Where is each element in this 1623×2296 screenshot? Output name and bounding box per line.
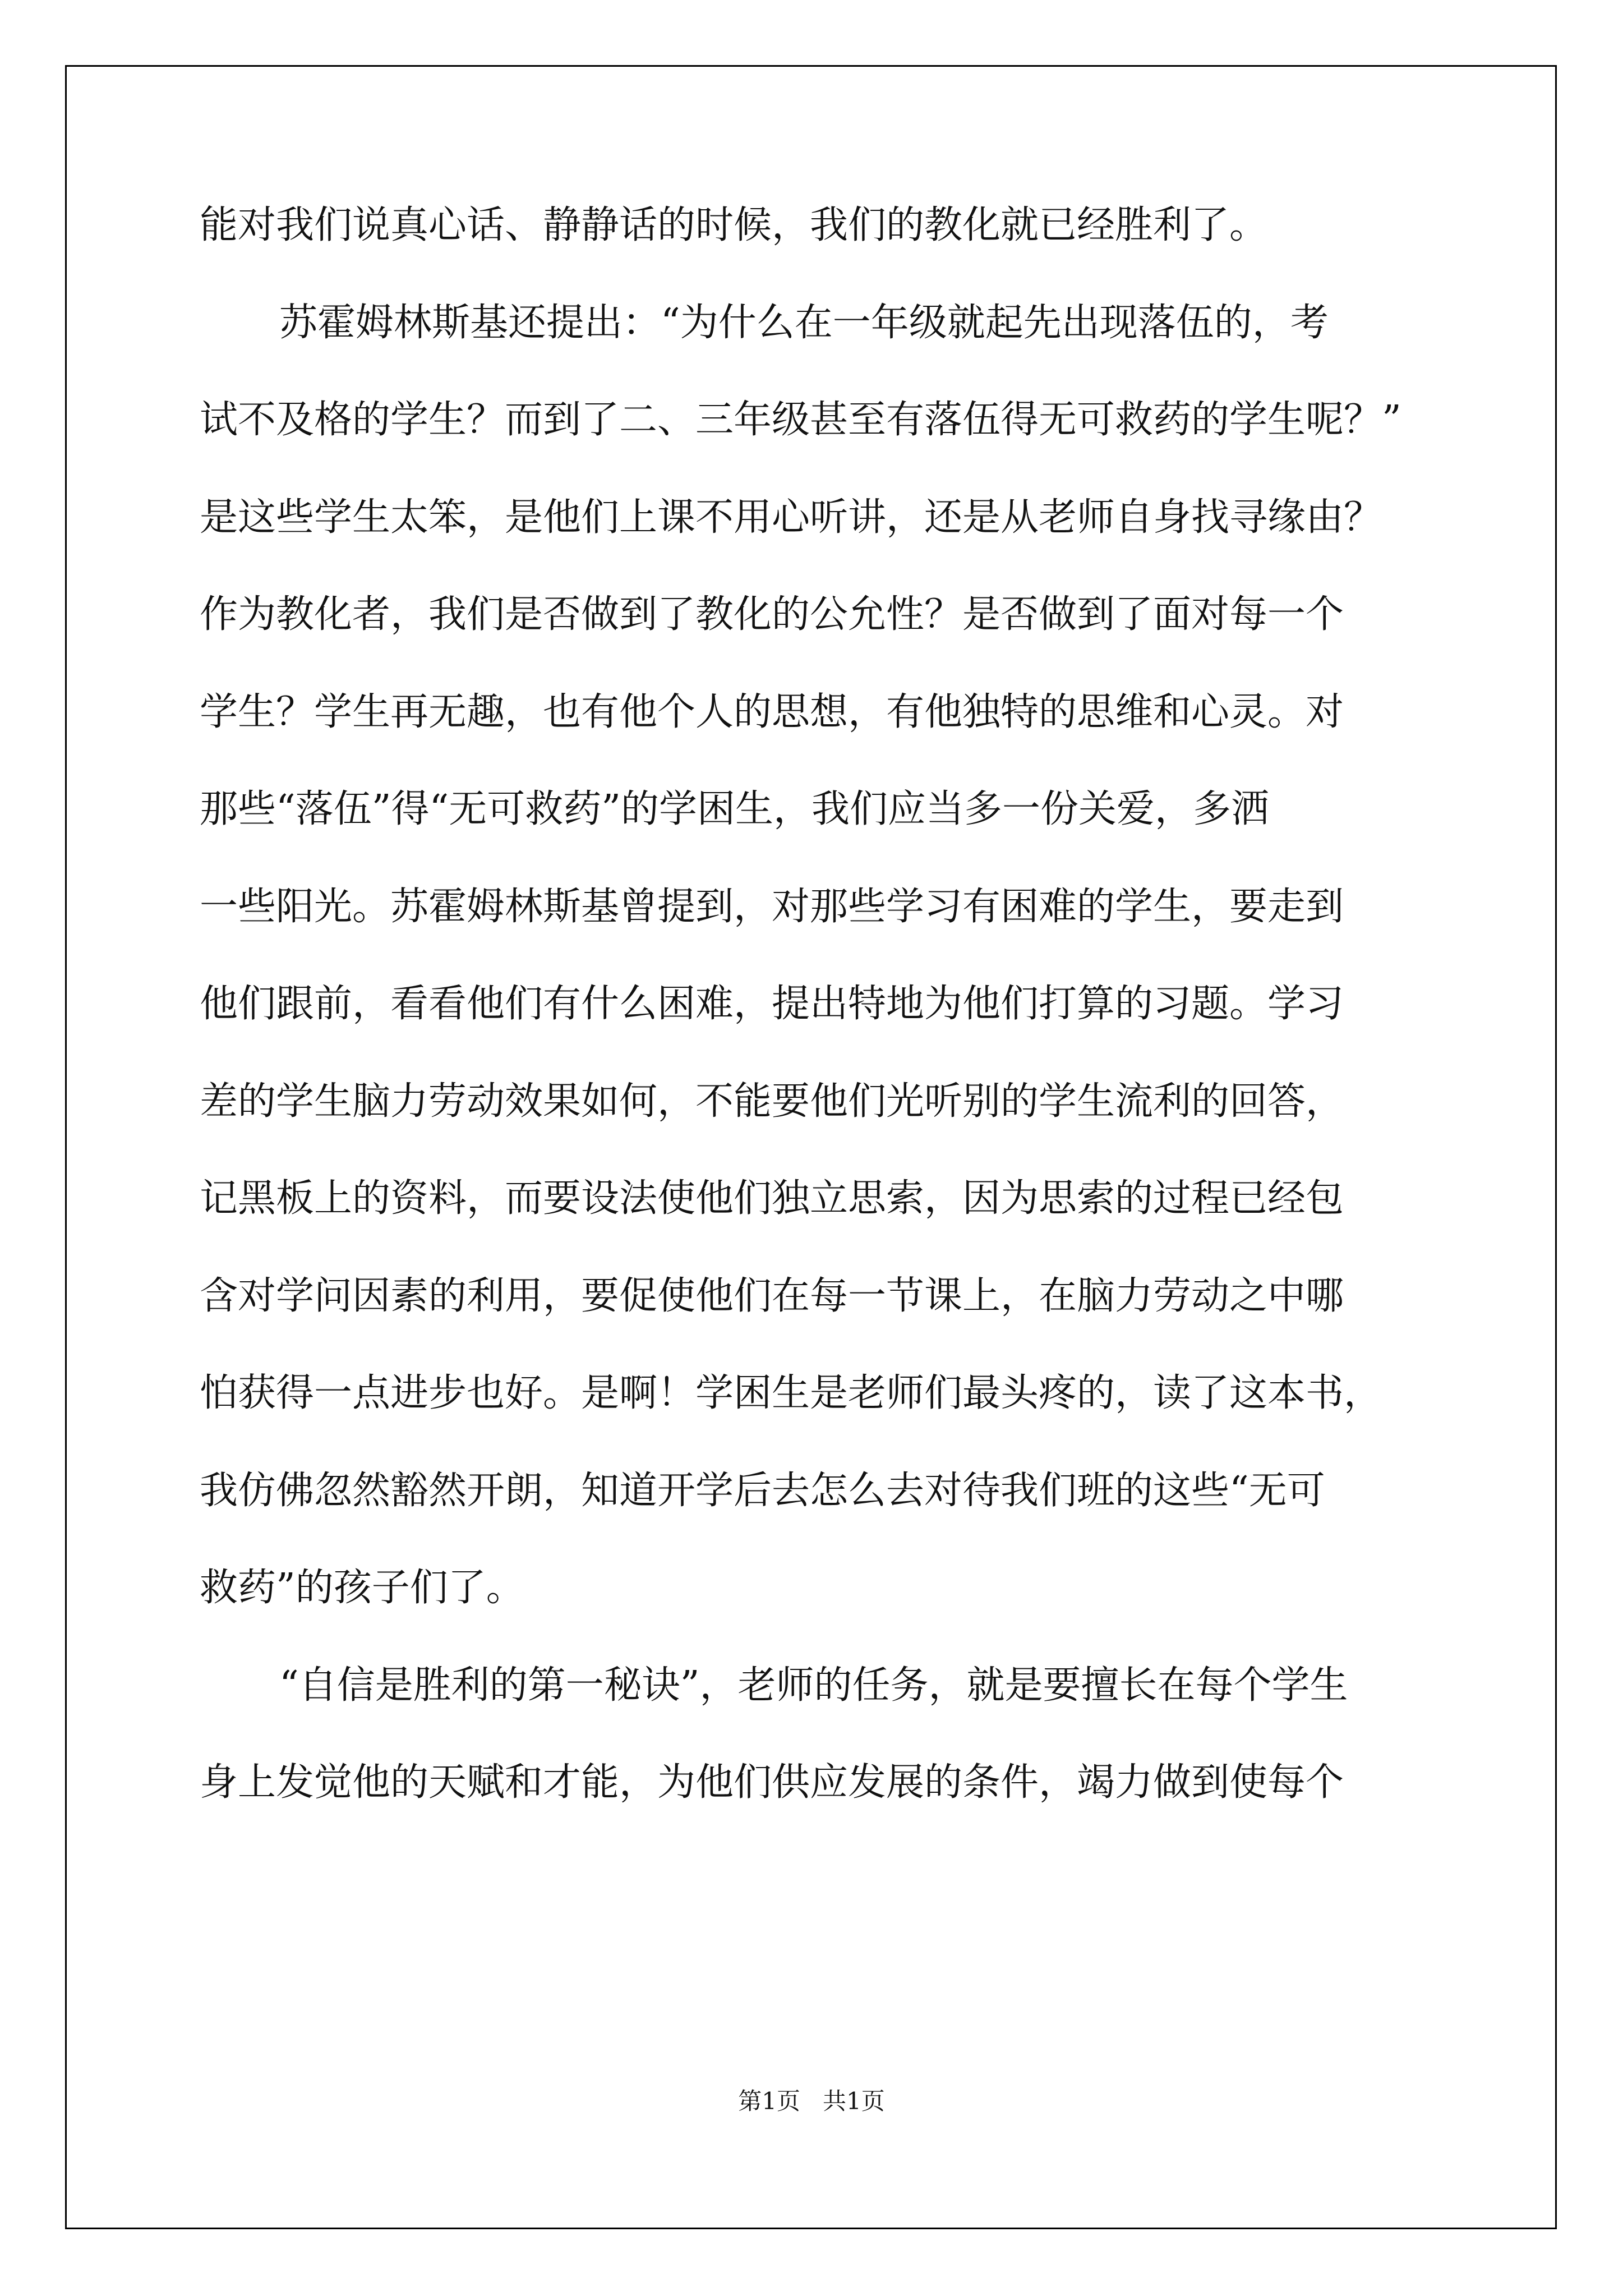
text-line: 我仿佛忽然豁然开朗，知道开学后去怎么去对待我们班的这些“无可 <box>200 1468 1325 1513</box>
text-line: 作为教化者，我们是否做到了教化的公允性？是否做到了面对每一个 <box>200 592 1344 637</box>
text-line: 差的学生脑力劳动效果如何，不能要他们光听别的学生流利的回答， <box>200 1079 1344 1124</box>
page-border <box>65 65 1557 2229</box>
text-line: 他们跟前，看看他们有什么困难，提出特地为他们打算的习题。学习 <box>200 982 1344 1026</box>
text-line: 学生？学生再无趣，也有他个人的思想，有他独特的思维和心灵。对 <box>200 689 1344 734</box>
text-line: 苏霍姆林斯基还提出：“为什么在一年级就起先出现落伍的，考 <box>279 300 1329 345</box>
page-footer <box>0 2086 1623 2117</box>
text-line: 那些“落伍”得“无可救药”的学困生，我们应当多一份关爱，多洒 <box>200 787 1270 831</box>
text-line: 一些阳光。苏霍姆林斯基曾提到，对那些学习有困难的学生，要走到 <box>200 884 1344 929</box>
text-line: 救药”的孩子们了。 <box>200 1566 524 1610</box>
page-number: 第1页 <box>738 2087 800 2115</box>
text-line: 试不及格的学生？而到了二、三年级甚至有落伍得无可救药的学生呢？” <box>200 398 1401 442</box>
text-line: 是这些学生太笨，是他们上课不用心听讲，还是从老师自身找寻缘由？ <box>200 495 1382 540</box>
text-line: 怕获得一点进步也好。是啊！学困生是老师们最头疼的，读了这本书， <box>200 1371 1382 1415</box>
text-line: 记黑板上的资料，而要设法使他们独立思索，因为思索的过程已经包 <box>200 1176 1344 1221</box>
text-line: 身上发觉他的天赋和才能，为他们供应发展的条件，竭力做到使每个 <box>200 1760 1344 1805</box>
text-line: 含对学问因素的利用，要促使他们在每一节课上，在脑力劳动之中哪 <box>200 1273 1344 1318</box>
text-line: 能对我们说真心话、静静话的时候，我们的教化就已经胜利了。 <box>200 203 1268 247</box>
page-total: 共1页 <box>823 2087 885 2115</box>
text-line: “自信是胜利的第一秘诀”，老师的任务，就是要擅长在每个学生 <box>279 1663 1348 1708</box>
